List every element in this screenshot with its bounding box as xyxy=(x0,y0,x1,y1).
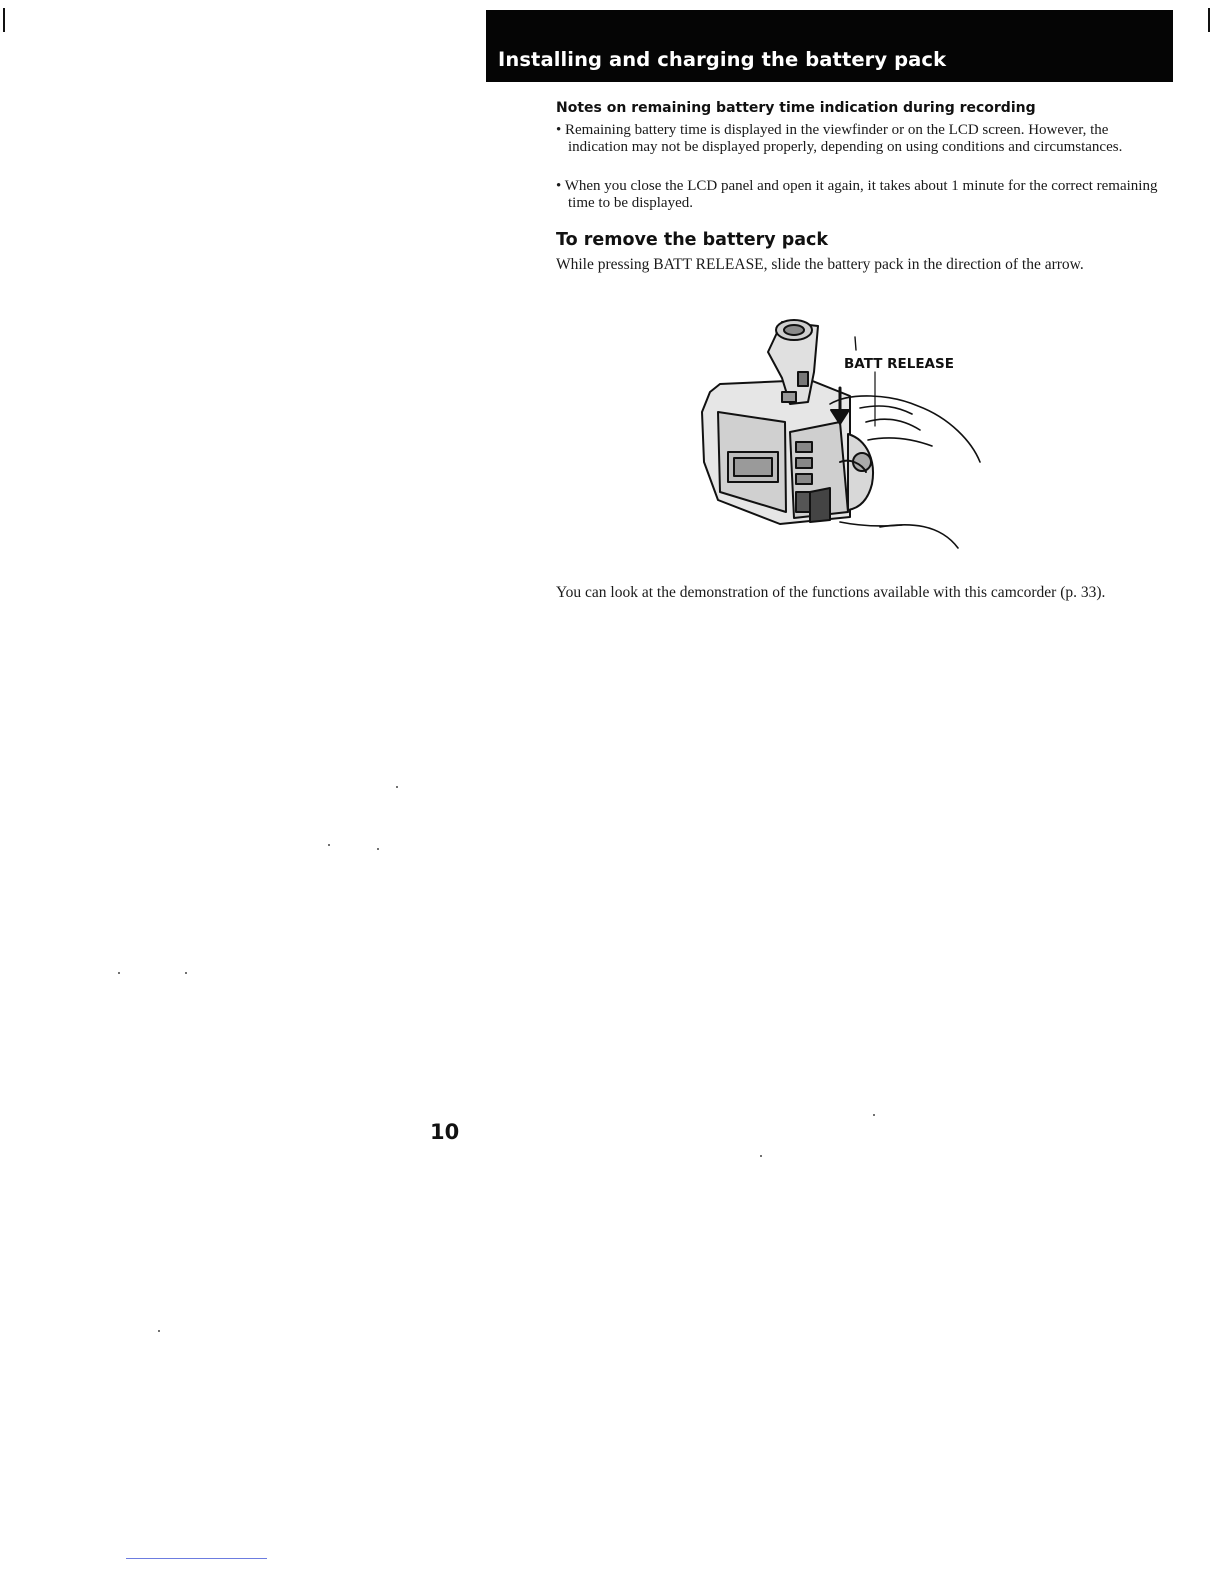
header-bar xyxy=(486,10,1173,82)
page-number: 10 xyxy=(430,1120,460,1144)
scan-speck xyxy=(760,1155,762,1157)
page-title: Installing and charging the battery pack xyxy=(498,48,947,71)
note-bullet-2: • When you close the LCD panel and open it again, it takes about 1 minute for the correct remaining time to be displayed. xyxy=(556,178,1158,211)
scan-speck xyxy=(873,1114,875,1116)
left-edge-mark xyxy=(3,8,5,32)
note-bullet-1: • Remaining battery time is displayed in the viewfinder or on the LCD screen. However, the indication may not be displayed properly, depending on using conditions and circumstances. xyxy=(556,122,1123,155)
footer-rule xyxy=(126,1558,267,1559)
release-arrow-icon xyxy=(831,337,875,426)
scan-speck xyxy=(396,786,398,788)
right-edge-mark xyxy=(1208,8,1210,32)
notes-heading: Notes on remaining battery time indication during recording xyxy=(556,100,1036,116)
scan-speck xyxy=(377,848,379,850)
camcorder-illustration xyxy=(690,312,990,557)
remove-battery-heading: To remove the battery pack xyxy=(556,230,829,250)
scan-speck xyxy=(118,972,120,974)
demonstration-note: You can look at the demonstration of the functions available with this camcorder (p. 33). xyxy=(556,584,1106,601)
scan-speck xyxy=(158,1330,160,1332)
scan-speck xyxy=(328,844,330,846)
batt-release-label: BATT RELEASE xyxy=(844,356,954,372)
remove-battery-instruction: While pressing BATT RELEASE, slide the battery pack in the direction of the arrow. xyxy=(556,256,1084,273)
scan-speck xyxy=(185,972,187,974)
